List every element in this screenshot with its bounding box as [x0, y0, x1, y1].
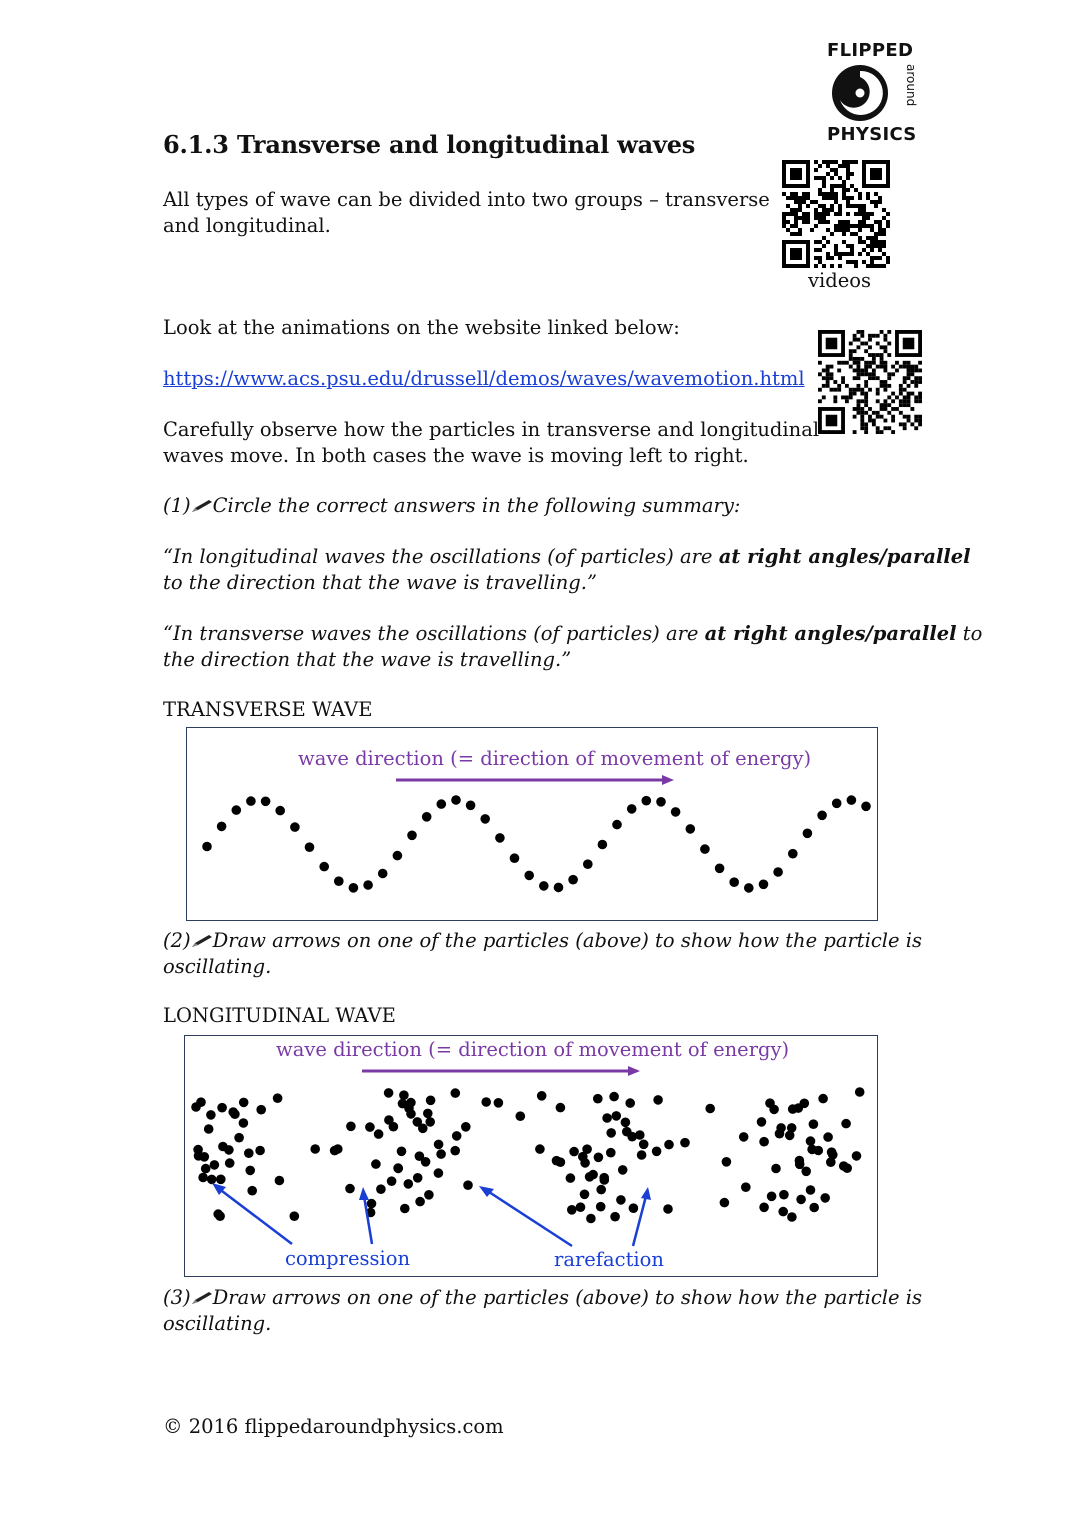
question-2-line-1: Draw arrows on one of the particles (above) to show how the particle is — [212, 929, 922, 952]
longitudinal-particle — [245, 1166, 255, 1176]
longitudinal-particle — [739, 1132, 749, 1142]
summary-longitudinal-choice[interactable]: at right angles/parallel — [718, 545, 971, 568]
longitudinal-particle — [602, 1113, 612, 1123]
question-3 — [163, 1285, 922, 1337]
longitudinal-particle — [663, 1204, 673, 1214]
longitudinal-particle — [239, 1118, 249, 1128]
longitudinal-particle — [552, 1156, 562, 1166]
longitudinal-particle — [771, 1164, 781, 1174]
question-2-line-2: oscillating. — [163, 955, 272, 978]
intro-line-1: All types of wave can be divided into two groups – transverse — [163, 188, 770, 211]
longitudinal-particle — [720, 1198, 730, 1208]
longitudinal-particle — [210, 1160, 220, 1170]
longitudinal-particle — [594, 1153, 604, 1163]
longitudinal-particle — [567, 1205, 577, 1215]
longitudinal-particle — [806, 1185, 816, 1195]
observe-line-2: waves move. In both cases the wave is moving left to right. — [163, 444, 749, 467]
longitudinal-particle — [415, 1197, 425, 1207]
longitudinal-particle — [769, 1105, 779, 1115]
longitudinal-particle — [394, 1164, 404, 1174]
longitudinal-particle — [795, 1156, 805, 1166]
question-3-line-2: oscillating. — [163, 1312, 272, 1335]
longitudinal-particle — [374, 1129, 384, 1139]
rarefaction-label: rarefaction — [554, 1248, 664, 1271]
question-1-number: (1) — [163, 494, 191, 517]
pencil-icon — [191, 1291, 213, 1305]
longitudinal-particle — [404, 1179, 414, 1189]
longitudinal-particle — [635, 1130, 645, 1140]
longitudinal-particle — [556, 1103, 566, 1113]
longitudinal-particle — [621, 1118, 631, 1128]
longitudinal-particle — [330, 1146, 340, 1156]
longitudinal-particle — [225, 1158, 235, 1168]
longitudinal-particle — [616, 1195, 626, 1205]
longitudinal-particle — [637, 1150, 647, 1160]
longitudinal-particle — [801, 1167, 811, 1177]
summary-longitudinal-pre: “In longitudinal waves the oscillations (of particles) are — [163, 545, 719, 568]
longitudinal-particle — [451, 1088, 461, 1098]
longitudinal-particle — [413, 1173, 423, 1183]
longitudinal-particle — [436, 1149, 446, 1159]
longitudinal-particle — [537, 1091, 547, 1101]
observe-line-1: Carefully observe how the particles in transverse and longitudinal — [163, 418, 820, 441]
longitudinal-particle — [855, 1087, 865, 1097]
longitudinal-particle — [757, 1117, 767, 1127]
question-3-number: (3) — [163, 1286, 191, 1309]
longitudinal-particle — [759, 1137, 769, 1147]
longitudinal-particle — [371, 1159, 381, 1169]
longitudinal-particle — [618, 1165, 628, 1175]
page-title: 6.1.3 Transverse and longitudinal waves — [163, 130, 696, 159]
longitudinal-particle — [625, 1098, 635, 1108]
longitudinal-particle — [767, 1192, 777, 1202]
compression-arrow-1 — [218, 1188, 292, 1244]
question-2-number: (2) — [163, 929, 191, 952]
longitudinal-particle — [580, 1158, 590, 1168]
longitudinal-particle — [585, 1172, 595, 1182]
transverse-direction-label: wave direction (= direction of movement of energy) — [298, 747, 812, 770]
summary-transverse-choice[interactable]: at right angles/parallel — [704, 622, 957, 645]
qr-caption-videos: videos — [808, 269, 872, 292]
longitudinal-particle — [345, 1184, 355, 1194]
longitudinal-particle — [609, 1092, 619, 1102]
longitudinal-particle — [367, 1199, 377, 1209]
longitudinal-particle — [224, 1145, 234, 1155]
longitudinal-particle — [796, 1195, 806, 1205]
longitudinal-particle — [452, 1131, 462, 1141]
longitudinal-particle — [828, 1150, 838, 1160]
longitudinal-particle — [376, 1184, 386, 1194]
logo-text-around: around — [904, 64, 918, 107]
rarefaction-arrow-2 — [633, 1196, 646, 1246]
longitudinal-particle — [346, 1122, 356, 1132]
longitudinal-particle — [255, 1146, 265, 1156]
longitudinal-particle — [463, 1180, 473, 1190]
longitudinal-particle — [273, 1093, 283, 1103]
longitudinal-particle — [426, 1096, 436, 1106]
longitudinal-particle — [310, 1144, 320, 1154]
longitudinal-particle — [569, 1147, 579, 1157]
longitudinal-particle — [216, 1175, 226, 1185]
footer-copyright: © 2016 flippedaroundphysics.com — [163, 1415, 504, 1438]
longitudinal-particle — [399, 1090, 409, 1100]
longitudinal-particle — [481, 1097, 491, 1107]
longitudinal-particle — [425, 1117, 435, 1127]
longitudinal-particle — [809, 1203, 819, 1213]
longitudinal-particle — [206, 1110, 216, 1120]
longitudinal-particle — [820, 1193, 830, 1203]
longitudinal-particle — [198, 1173, 208, 1183]
longitudinal-particle — [215, 1211, 225, 1221]
longitudinal-particle — [275, 1176, 285, 1186]
summary-longitudinal-post: to the direction that the wave is travelling.” — [163, 571, 597, 594]
longitudinal-particle — [759, 1203, 769, 1213]
longitudinal-wave-label: LONGITUDINAL WAVE — [163, 1004, 396, 1027]
longitudinal-particle — [387, 1176, 397, 1186]
intro-line-2: and longitudinal. — [163, 214, 331, 237]
longitudinal-particle — [239, 1098, 249, 1108]
longitudinal-particle — [818, 1094, 828, 1104]
question-3-line-1: Draw arrows on one of the particles (above) to show how the particle is — [212, 1286, 922, 1309]
logo-text-physics: PHYSICS — [827, 124, 917, 145]
longitudinal-particle — [806, 1136, 816, 1146]
rarefaction-arrowhead-1 — [479, 1186, 494, 1197]
longitudinal-particle — [406, 1109, 416, 1119]
longitudinal-particle — [450, 1146, 460, 1156]
longitudinal-particle — [217, 1103, 227, 1113]
longitudinal-particle — [722, 1157, 732, 1167]
longitudinal-direction-arrowhead — [628, 1066, 640, 1076]
longitudinal-particle — [809, 1119, 819, 1129]
longitudinal-particle — [566, 1173, 576, 1183]
longitudinal-particle — [365, 1122, 375, 1132]
longitudinal-particle — [247, 1186, 257, 1196]
longitudinal-particle — [652, 1147, 662, 1157]
longitudinal-particle — [582, 1144, 592, 1154]
look-instruction: Look at the animations on the website linked below: — [163, 316, 680, 339]
longitudinal-particle — [424, 1190, 434, 1200]
longitudinal-particle — [593, 1094, 603, 1104]
longitudinal-particle — [841, 1119, 851, 1129]
longitudinal-particle — [596, 1185, 606, 1195]
longitudinal-particle — [290, 1211, 300, 1221]
longitudinal-particle — [680, 1138, 690, 1148]
longitudinal-particle — [664, 1140, 674, 1150]
longitudinal-particle — [201, 1164, 211, 1174]
longitudinal-particle — [596, 1202, 606, 1212]
longitudinal-particle — [434, 1168, 444, 1178]
longitudinal-particle — [244, 1148, 254, 1158]
longitudinal-particle — [494, 1098, 504, 1108]
longitudinal-particle — [639, 1140, 649, 1150]
longitudinal-particle — [775, 1129, 785, 1139]
longitudinal-particle — [207, 1175, 217, 1185]
rarefaction-arrow-1 — [486, 1190, 572, 1246]
longitudinal-particle — [852, 1151, 862, 1161]
longitudinal-particle — [200, 1152, 210, 1162]
longitudinal-particle — [576, 1202, 586, 1212]
longitudinal-particle — [389, 1122, 399, 1132]
longitudinal-particle — [418, 1124, 428, 1134]
longitudinal-particle — [384, 1088, 394, 1098]
longitudinal-particle — [612, 1111, 622, 1121]
longitudinal-particle — [778, 1207, 788, 1217]
longitudinal-particle — [204, 1124, 214, 1134]
longitudinal-direction-label: wave direction (= direction of movement of energy) — [276, 1038, 790, 1061]
longitudinal-particle — [516, 1111, 526, 1121]
transverse-wave-label: TRANSVERSE WAVE — [163, 698, 373, 721]
logo-text-flipped: FLIPPED — [827, 40, 914, 61]
longitudinal-particle — [256, 1105, 266, 1115]
longitudinal-particle — [705, 1104, 715, 1114]
longitudinal-particle — [606, 1148, 616, 1158]
longitudinal-particle — [807, 1145, 817, 1155]
longitudinal-particle — [779, 1190, 789, 1200]
summary-transverse-mid: to — [956, 622, 983, 645]
longitudinal-particle — [586, 1214, 596, 1224]
longitudinal-particles — [191, 1087, 864, 1223]
longitudinal-particle — [600, 1175, 610, 1185]
longitudinal-particle — [461, 1122, 471, 1132]
wavemotion-link[interactable]: https://www.acs.psu.edu/drussell/demos/waves/wavemotion.html — [163, 367, 805, 390]
longitudinal-particle — [741, 1182, 751, 1192]
longitudinal-particle — [580, 1190, 590, 1200]
longitudinal-particle — [800, 1099, 810, 1109]
longitudinal-particle — [397, 1147, 407, 1157]
compression-arrowhead-2 — [359, 1187, 369, 1200]
longitudinal-particle — [406, 1098, 416, 1108]
summary-transverse-pre: “In transverse waves the oscillations (of particles) are — [163, 622, 705, 645]
longitudinal-particle — [400, 1204, 410, 1214]
rarefaction-arrowhead-2 — [641, 1187, 651, 1200]
longitudinal-particle — [610, 1212, 620, 1222]
question-1-text: Circle the correct answers in the following summary: — [212, 494, 741, 517]
longitudinal-particle — [785, 1131, 795, 1141]
longitudinal-particle — [434, 1140, 444, 1150]
longitudinal-particle — [228, 1107, 238, 1117]
longitudinal-particle — [196, 1097, 206, 1107]
longitudinal-particle — [787, 1212, 797, 1222]
longitudinal-particle — [234, 1133, 244, 1143]
longitudinal-particle — [535, 1144, 545, 1154]
compression-label: compression — [285, 1247, 411, 1270]
longitudinal-particle — [823, 1132, 833, 1142]
longitudinal-particle — [606, 1128, 616, 1138]
longitudinal-particle — [629, 1203, 639, 1213]
longitudinal-particle — [842, 1163, 852, 1173]
summary-transverse-post: the direction that the wave is travelling.” — [163, 648, 572, 671]
longitudinal-particle — [423, 1109, 433, 1119]
longitudinal-particle — [653, 1095, 663, 1105]
longitudinal-particle — [415, 1151, 425, 1161]
